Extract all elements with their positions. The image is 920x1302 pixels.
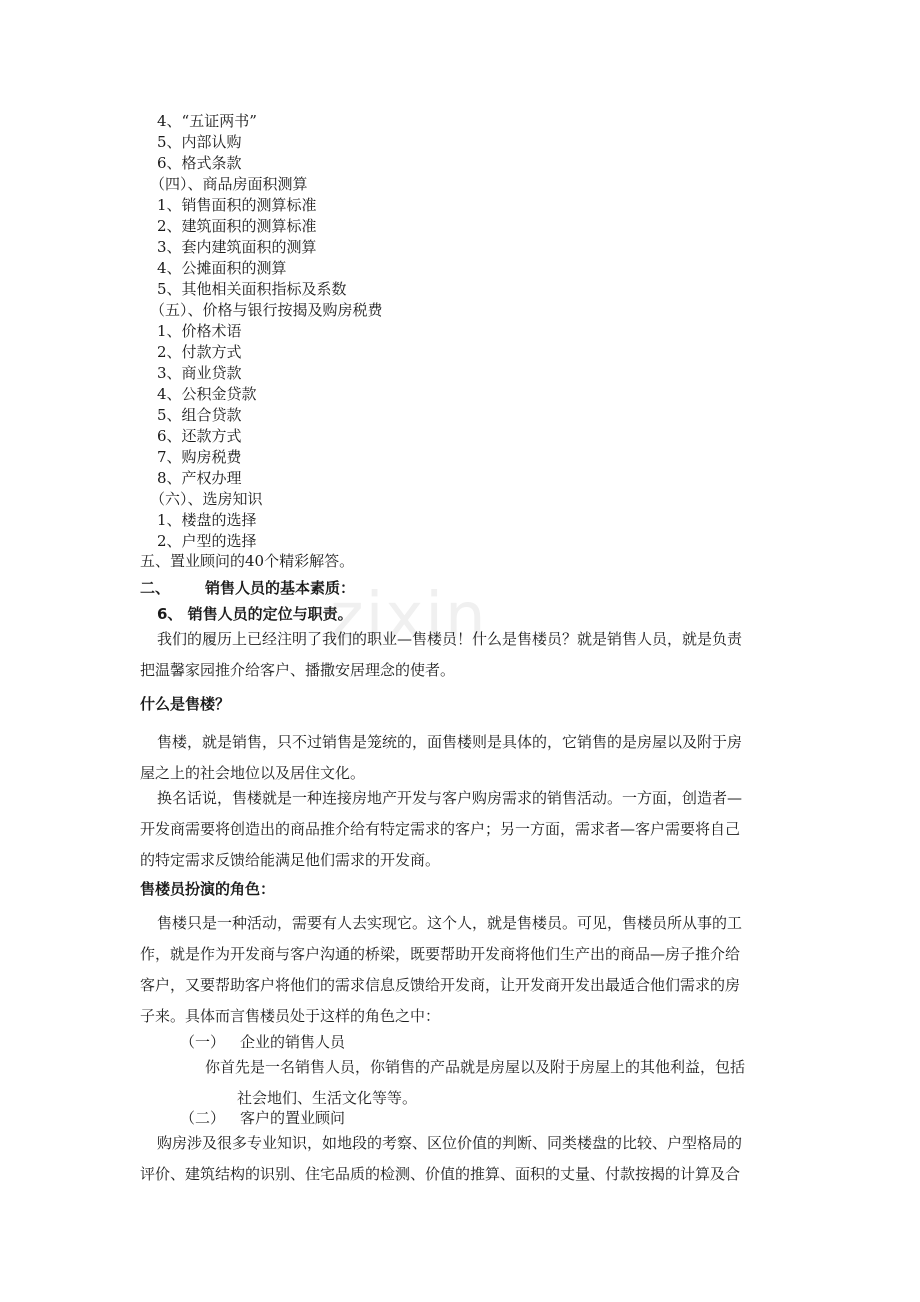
paragraph-1-line: 我们的履历上已经注明了我们的职业—售楼员！什么是售楼员？就是销售人员，就是负责 <box>157 630 743 648</box>
outline-item: （四）、商品房面积测算 <box>150 175 308 193</box>
role-2-number: （二） <box>180 1109 226 1127</box>
paragraph-4-line: 售楼只是一种活动，需要有人去实现它。这个人，就是售楼员。可见，售楼员所从事的工 <box>157 914 743 932</box>
outline-item: 1、楼盘的选择 <box>157 511 257 529</box>
outline-item: 4、“五证两书” <box>157 112 257 130</box>
outline-item: 6、还款方式 <box>157 427 242 445</box>
role-1-description-line: 你首先是一名销售人员，你销售的产品就是房屋以及附于房屋上的其他利益，包括 <box>205 1058 746 1076</box>
outline-item: （五）、价格与银行按揭及购房税费 <box>150 301 383 319</box>
outline-item: 7、购房税费 <box>157 448 242 466</box>
paragraph-4-line: 作，就是作为开发商与客户沟通的桥梁，既要帮助开发商将他们生产出的商品—房子推介给 <box>140 945 741 963</box>
paragraph-1 <box>140 624 742 686</box>
outline-item: 5、其他相关面积指标及系数 <box>157 280 347 298</box>
heading-role: 售楼员扮演的角色： <box>140 880 276 898</box>
paragraph-1-line: 把温馨家园推介给客户、播撒安居理念的使者。 <box>140 661 456 679</box>
outline-item: 6、格式条款 <box>157 154 242 172</box>
paragraph-2 <box>140 727 742 789</box>
paragraph-4 <box>140 908 742 1032</box>
role-2-title: 客户的置业顾问 <box>240 1109 346 1127</box>
role-1-description-line: 社会地们、生活文化等等。 <box>237 1089 418 1107</box>
outline-item: 5、内部认购 <box>157 133 242 151</box>
outline-item: 5、组合贷款 <box>157 406 242 424</box>
outline-item: 3、商业贷款 <box>157 364 242 382</box>
section-2-title: 销售人员的基本素质： <box>205 579 356 597</box>
role-1-number: （一） <box>180 1033 226 1051</box>
outline-item: 1、价格术语 <box>157 322 242 340</box>
paragraph-4-line: 子来。具体而言售楼员处于这样的角色之中： <box>140 1007 441 1025</box>
item-5-answers: 五、置业顾问的40个精彩解答。 <box>140 552 355 570</box>
paragraph-2-line: 售楼，就是销售，只不过销售是笼统的，面售楼则是具体的，它销售的是房屋以及附于房 <box>157 733 743 751</box>
outline-item: 3、套内建筑面积的测算 <box>157 238 317 256</box>
paragraph-5-line: 评价、建筑结构的识别、住宅品质的检测、价值的推算、面积的丈量、付款按揭的计算及合 <box>140 1165 741 1183</box>
paragraph-5-line: 购房涉及很多专业知识，如地段的考察、区位价值的判断、同类楼盘的比较、户型格局的 <box>157 1134 743 1152</box>
role-1-title: 企业的销售人员 <box>240 1033 346 1051</box>
subsection-6-title: 6、 销售人员的定位与职责。 <box>157 605 353 623</box>
paragraph-3-line: 开发商需要将创造出的商品推介给有特定需求的客户；另一方面，需求者—客户需要将自己 <box>140 820 741 838</box>
outline-item: （六）、选房知识 <box>150 490 263 508</box>
outline-item: 2、付款方式 <box>157 343 242 361</box>
outline-item: 4、公积金贷款 <box>157 385 257 403</box>
paragraph-3 <box>140 783 742 876</box>
paragraph-3-line: 换名话说，售楼就是一种连接房地产开发与客户购房需求的销售活动。一方面，创造者— <box>157 789 743 807</box>
outline-item: 1、销售面积的测算标准 <box>157 196 317 214</box>
outline-item: 2、建筑面积的测算标准 <box>157 217 317 235</box>
heading-what-is-sales: 什么是售楼？ <box>140 695 231 713</box>
watermark: zixin <box>330 580 488 654</box>
section-2-number: 二、 <box>140 579 171 597</box>
paragraph-3-line: 的特定需求反馈给能满足他们需求的开发商。 <box>140 851 441 869</box>
outline-item: 8、产权办理 <box>157 469 242 487</box>
outline-item: 4、公摊面积的测算 <box>157 259 287 277</box>
role-1-description <box>205 1052 745 1114</box>
paragraph-2-line: 屋之上的社会地位以及居住文化。 <box>140 764 366 782</box>
paragraph-5 <box>140 1128 742 1190</box>
outline-item: 2、户型的选择 <box>157 532 257 550</box>
paragraph-4-line: 客户，又要帮助客户将他们的需求信息反馈给开发商，让开发商开发出最适合他们需求的房 <box>140 976 741 994</box>
